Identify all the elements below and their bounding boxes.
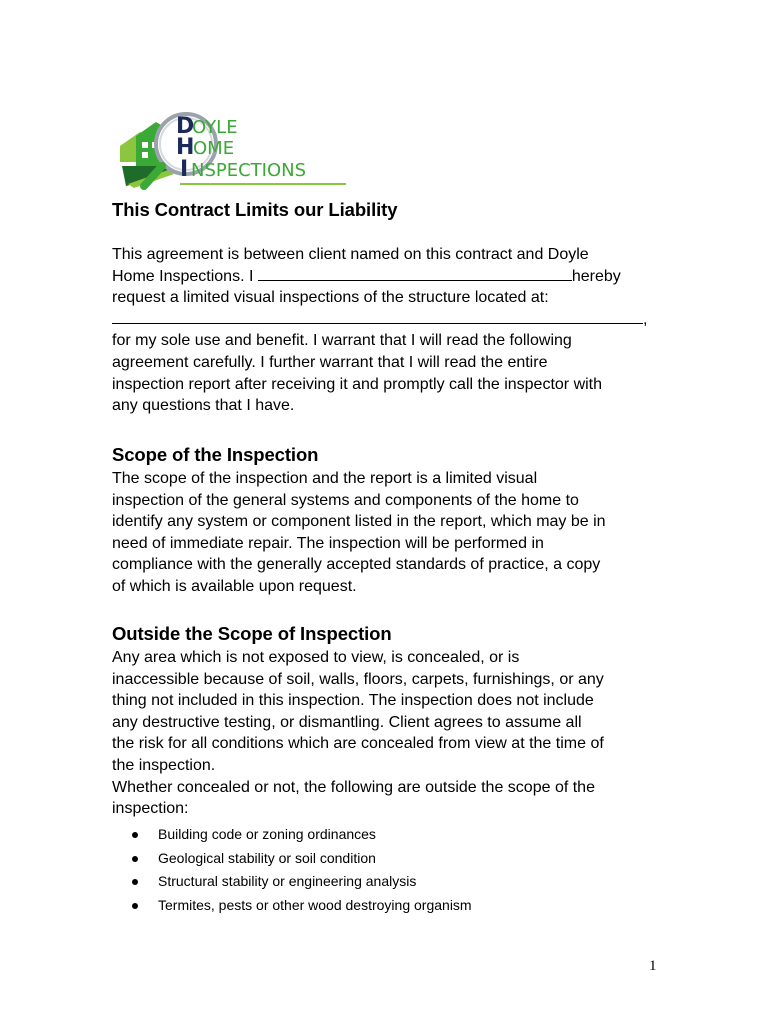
outside-line: any destructive testing, or dismantling. Client agrees to assume all [112, 713, 582, 731]
bullet-icon [132, 832, 138, 838]
intro-line: agreement carefully. I further warrant that I will read the entire [112, 353, 548, 371]
logo-word-ome: OME [193, 138, 235, 159]
intro-line: for my sole use and benefit. I warrant that I will read the following [112, 332, 572, 350]
intro-line: This agreement is between client named on this contract and Doyle [112, 246, 589, 263]
page-number: 1 [649, 958, 657, 974]
address-comma: , [643, 310, 648, 328]
scope-heading: Scope of the Inspection [112, 444, 319, 465]
scope-line: The scope of the inspection and the report is a limited visual [112, 470, 538, 487]
client-name-blank[interactable] [258, 266, 572, 281]
bullet-icon [132, 903, 138, 909]
intro-line: request a limited visual inspections of the structure located at: [112, 289, 549, 307]
logo-word-nspections: NSPECTIONS [191, 160, 307, 181]
logo-letter-i: I [180, 157, 189, 182]
intro-paragraph [112, 244, 647, 417]
bullet-icon [132, 856, 138, 862]
scope-line: compliance with the generally accepted standards of practice, a copy [112, 556, 601, 574]
list-item [132, 894, 472, 918]
doyle-home-inspections-logo [118, 106, 350, 190]
list-item-text: Termites, pests or other wood destroying organism [158, 896, 472, 913]
list-item-text: Geological stability or soil condition [158, 849, 376, 866]
outside-line: the inspection. [112, 756, 216, 774]
outside-line: Any area which is not exposed to view, is concealed, or is [112, 649, 520, 666]
intro-line: any questions that I have. [112, 397, 295, 415]
outside-line: Whether concealed or not, the following are outside the scope of the [112, 778, 595, 796]
logo-graphic [118, 106, 350, 190]
list-item [132, 847, 472, 871]
logo-letter-h: H [176, 135, 195, 160]
intro-client-suffix: hereby [571, 267, 621, 285]
list-item-text: Structural stability or engineering analysis [158, 873, 417, 889]
list-item-text: Building code or zoning ordinances [158, 826, 376, 842]
scope-line: inspection of the general systems and components of the home to [112, 491, 579, 509]
outside-scope-heading: Outside the Scope of Inspection [112, 623, 392, 644]
outside-line: the risk for all conditions which are concealed from view at the time of [112, 735, 604, 753]
scope-paragraph [112, 468, 606, 598]
intro-line [112, 309, 647, 331]
bullet-icon [132, 879, 138, 885]
intro-client-prefix: Home Inspections. I [112, 267, 258, 285]
property-address-blank[interactable] [112, 309, 643, 324]
list-item [132, 823, 472, 847]
scope-line: of which is available upon request. [112, 577, 357, 595]
outside-line: inaccessible because of soil, walls, floors, carpets, furnishings, or any [112, 670, 604, 688]
excluded-items-list [132, 823, 472, 917]
intro-line: inspection report after receiving it and promptly call the inspector with [112, 375, 603, 393]
scope-line: identify any system or component listed in the report, which may be in [112, 513, 606, 531]
scope-line: need of immediate repair. The inspection will be performed in [112, 534, 544, 552]
logo-letter-d: D [176, 114, 195, 139]
outside-line: inspection: [112, 800, 189, 818]
outside-scope-paragraph [112, 647, 604, 820]
list-item [132, 870, 472, 894]
document-title: This Contract Limits our Liability [112, 199, 398, 220]
outside-line: thing not included in this inspection. The inspection does not include [112, 692, 594, 710]
logo-word-oyle: OYLE [192, 117, 238, 138]
intro-line [112, 266, 647, 288]
